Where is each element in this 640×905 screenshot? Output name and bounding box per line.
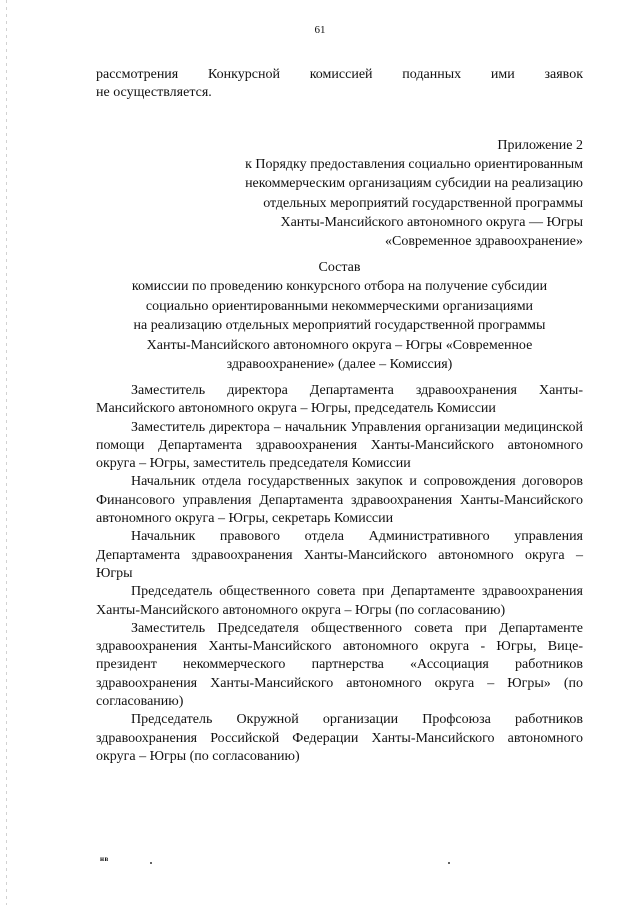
scan-dot (150, 862, 152, 864)
title-heading: Состав (318, 260, 361, 275)
lead-word: Конкурсной (208, 67, 280, 82)
commission-title (96, 258, 583, 374)
appendix-header (96, 136, 583, 251)
member-entry: Начальник правового отдела Административного управления Департамента здравоохранения Ханты-Мансийского автономного округа – Югры (96, 529, 583, 581)
lead-line-1 (96, 66, 583, 84)
appendix-line: некоммерческим организациям субсидии на реализацию (245, 176, 583, 192)
lead-word: комиссией (309, 67, 373, 82)
title-line: на реализацию отдельных мероприятий государственной программы (133, 318, 546, 334)
member-entry: Заместитель директора – начальник Управления организации медицинской помощи Департамента здравоохранения Ханты-Мансийского автономного округа – Югры, заместитель председателя Комиссии (96, 419, 583, 472)
title-line: комиссии по проведению конкурсного отбора на получение субсидии (131, 279, 548, 295)
member-entry: Заместитель Председателя общественного совета при Департаменте здравоохранения Ханты-Мансийского автономного округа - Югры, Вице-президент некоммерческого партнерства «Ассоциация работников здравоохранения Ханты-Мансийского автономного округа – Югры» (по согласованию) (96, 620, 583, 710)
lead-word: рассмотрения (96, 67, 179, 82)
member-entry: Заместитель директора Департамента здравоохранения Ханты-Мансийского автономного округа – Югры, председатель Комиссии (96, 383, 583, 417)
lead-word: ими (490, 67, 515, 82)
title-line: социально ориентированными некоммерческими организациями (145, 298, 534, 314)
scan-dot (448, 862, 450, 864)
lead-line-2: не осуществляется. (96, 85, 212, 100)
lead-word: поданных (402, 67, 462, 82)
member-entry: Председатель общественного совета при Департаменте здравоохранения Ханты-Мансийского автономного округа – Югры (по согласованию) (96, 584, 583, 618)
appendix-line: Приложение 2 (497, 138, 583, 153)
appendix-line: «Современное здравоохранение» (384, 234, 583, 250)
scan-edge-line (6, 0, 7, 905)
member-entry: Начальник отдела государственных закупок и сопровождения договоров Финансового управления Департамента здравоохранения Ханты-Мансийского автономного округа – Югры, секретарь Комиссии (96, 474, 583, 527)
appendix-line: отдельных мероприятий государственной программы (263, 195, 583, 211)
appendix-line: к Порядку предоставления социально ориентированным (245, 157, 583, 173)
appendix-line: Ханты-Мансийского автономного округа — Югры (280, 214, 583, 230)
members-list (96, 382, 583, 766)
footer-mark: нв (100, 855, 109, 863)
lead-paragraph (96, 66, 583, 102)
title-line: Ханты-Мансийского автономного округа – Югры «Современное (146, 337, 533, 353)
page-number: 61 (314, 24, 326, 36)
lead-word: заявок (544, 67, 583, 82)
title-line: здравоохранение» (далее – Комиссия) (226, 357, 453, 373)
member-entry: Председатель Окружной организации Профсоюза работников здравоохранения Российской Федерации Ханты-Мансийского автономного округа – Югры (по согласованию) (96, 712, 583, 764)
